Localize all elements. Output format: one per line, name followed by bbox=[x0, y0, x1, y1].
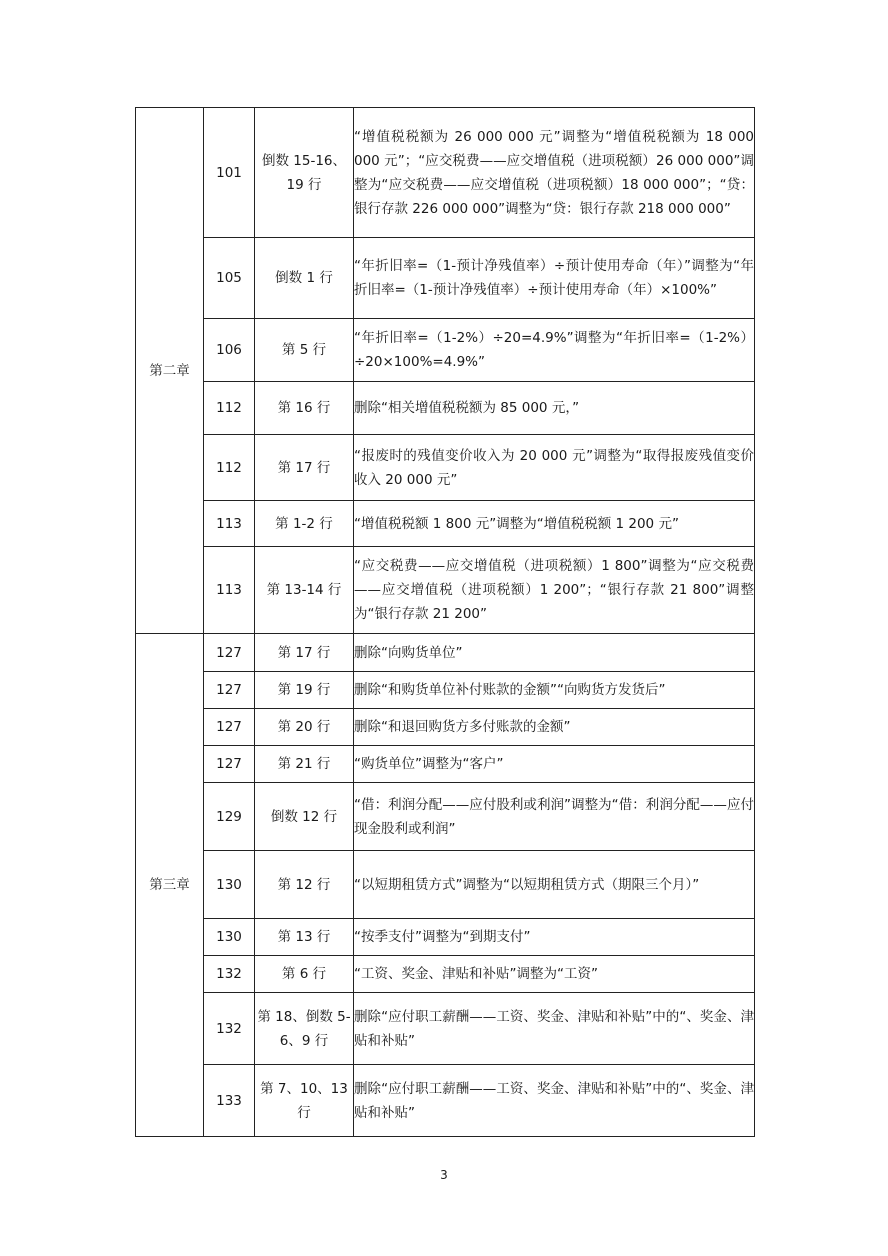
table-row bbox=[136, 993, 755, 1065]
description-cell: 删除“应付职工薪酬——工资、奖金、津贴和补贴”中的“、奖金、津贴和补贴” bbox=[354, 1065, 755, 1137]
table-row bbox=[136, 238, 755, 319]
description-cell: 删除“和退回购货方多付账款的金额” bbox=[354, 709, 755, 746]
line-cell: 第 21 行 bbox=[255, 746, 354, 783]
description-cell: “以短期租赁方式”调整为“以短期租赁方式（期限三个月）” bbox=[354, 851, 755, 919]
table-row bbox=[136, 382, 755, 435]
page-cell: 113 bbox=[204, 501, 255, 547]
chapter-cell: 第二章 bbox=[136, 108, 204, 634]
page-cell: 113 bbox=[204, 547, 255, 634]
line-cell: 第 17 行 bbox=[255, 435, 354, 501]
table-row bbox=[136, 709, 755, 746]
description-cell: “增值税税额为 26 000 000 元”调整为“增值税税额为 18 000 000 元”；“应交税费——应交增值税（进项税额）26 000 000”调整为“应交税费——应交增值税（进项税额）18 000 000”；“贷：银行存款 226 000 000”调整为“贷：银行存款 218 000 000” bbox=[354, 108, 755, 238]
description-cell: “购货单位”调整为“客户” bbox=[354, 746, 755, 783]
page-cell: 112 bbox=[204, 435, 255, 501]
page-cell: 112 bbox=[204, 382, 255, 435]
table-row bbox=[136, 851, 755, 919]
page-cell: 106 bbox=[204, 319, 255, 382]
line-cell: 第 20 行 bbox=[255, 709, 354, 746]
line-cell: 第 16 行 bbox=[255, 382, 354, 435]
description-cell: “年折旧率=（1-预计净残值率）÷预计使用寿命（年）”调整为“年折旧率=（1-预计净残值率）÷预计使用寿命（年）×100%” bbox=[354, 238, 755, 319]
page-cell: 132 bbox=[204, 956, 255, 993]
page-number: 3 bbox=[440, 1168, 448, 1182]
table-row bbox=[136, 783, 755, 851]
description-cell: “年折旧率=（1-2%）÷20=4.9%”调整为“年折旧率=（1-2%）÷20×100%=4.9%” bbox=[354, 319, 755, 382]
description-cell: “借：利润分配——应付股利或利润”调整为“借：利润分配——应付现金股利或利润” bbox=[354, 783, 755, 851]
table-row bbox=[136, 634, 755, 672]
page-cell: 101 bbox=[204, 108, 255, 238]
table-row bbox=[136, 501, 755, 547]
table-row bbox=[136, 435, 755, 501]
description-cell: 删除“相关增值税税额为 85 000 元，” bbox=[354, 382, 755, 435]
table-row bbox=[136, 919, 755, 956]
chapter-cell: 第三章 bbox=[136, 634, 204, 1137]
line-cell: 倒数 15-16、19 行 bbox=[255, 108, 354, 238]
page-cell: 127 bbox=[204, 709, 255, 746]
line-cell: 第 18、倒数 5-6、9 行 bbox=[255, 993, 354, 1065]
page-cell: 130 bbox=[204, 919, 255, 956]
line-cell: 第 17 行 bbox=[255, 634, 354, 672]
description-cell: 删除“和购货单位补付账款的金额”“向购货方发货后” bbox=[354, 672, 755, 709]
description-cell: “增值税税额 1 800 元”调整为“增值税税额 1 200 元” bbox=[354, 501, 755, 547]
page-cell: 127 bbox=[204, 634, 255, 672]
description-cell: “工资、奖金、津贴和补贴”调整为“工资” bbox=[354, 956, 755, 993]
line-cell: 第 5 行 bbox=[255, 319, 354, 382]
description-cell: “应交税费——应交增值税（进项税额）1 800”调整为“应交税费——应交增值税（进项税额）1 200”；“银行存款 21 800”调整为“银行存款 21 200” bbox=[354, 547, 755, 634]
description-cell: 删除“应付职工薪酬——工资、奖金、津贴和补贴”中的“、奖金、津贴和补贴” bbox=[354, 993, 755, 1065]
page-cell: 127 bbox=[204, 672, 255, 709]
page-cell: 130 bbox=[204, 851, 255, 919]
line-cell: 第 19 行 bbox=[255, 672, 354, 709]
line-cell: 第 13 行 bbox=[255, 919, 354, 956]
line-cell: 第 12 行 bbox=[255, 851, 354, 919]
description-cell: “按季支付”调整为“到期支付” bbox=[354, 919, 755, 956]
description-cell: 删除“向购货单位” bbox=[354, 634, 755, 672]
page-cell: 105 bbox=[204, 238, 255, 319]
table-row bbox=[136, 319, 755, 382]
table-row bbox=[136, 672, 755, 709]
description-cell: “报废时的残值变价收入为 20 000 元”调整为“取得报废残值变价收入 20 000 元” bbox=[354, 435, 755, 501]
page-cell: 132 bbox=[204, 993, 255, 1065]
line-cell: 第 13-14 行 bbox=[255, 547, 354, 634]
line-cell: 倒数 1 行 bbox=[255, 238, 354, 319]
page-cell: 133 bbox=[204, 1065, 255, 1137]
table-row bbox=[136, 1065, 755, 1137]
table-row bbox=[136, 956, 755, 993]
line-cell: 第 7、10、13 行 bbox=[255, 1065, 354, 1137]
page-cell: 127 bbox=[204, 746, 255, 783]
line-cell: 第 6 行 bbox=[255, 956, 354, 993]
table-row bbox=[136, 547, 755, 634]
table-row bbox=[136, 746, 755, 783]
line-cell: 第 1-2 行 bbox=[255, 501, 354, 547]
table-row bbox=[136, 108, 755, 238]
page-cell: 129 bbox=[204, 783, 255, 851]
line-cell: 倒数 12 行 bbox=[255, 783, 354, 851]
errata-table bbox=[135, 107, 755, 1137]
